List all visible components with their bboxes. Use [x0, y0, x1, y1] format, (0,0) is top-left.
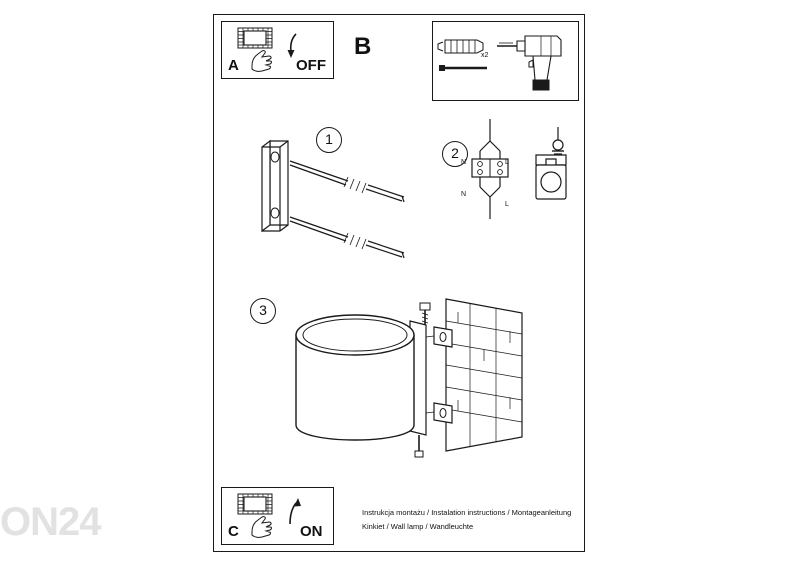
panel-b-letter: B	[354, 33, 372, 60]
panel-b	[432, 21, 579, 101]
step-1-number: 1	[316, 127, 342, 153]
step-2-diagram	[454, 115, 584, 245]
step-3-number: 3	[250, 298, 276, 324]
panel-a-letter: A	[228, 57, 239, 74]
watermark-on24: ON24	[0, 500, 101, 544]
screw-icon	[439, 65, 487, 71]
panel-a	[221, 21, 334, 79]
terminal-label-l-bottom: L	[505, 201, 509, 208]
panel-a-state-label: OFF	[296, 57, 326, 74]
step-3-diagram	[274, 285, 574, 485]
instruction-sheet	[213, 14, 585, 552]
wall-plug-icon	[438, 40, 483, 53]
panel-b-quantity: x2	[481, 52, 489, 59]
terminal-label-l-top: L	[505, 159, 509, 166]
caption-line-1: Instrukcja montażu / Instalation instructions / Montageanleitung	[362, 508, 572, 517]
caption-line-2: Kinkiet / Wall lamp / Wandleuchte	[362, 522, 474, 531]
step-2-number: 2	[442, 141, 468, 167]
panel-c-letter: C	[228, 523, 239, 540]
bottom-screw-icon	[415, 435, 423, 457]
panel-c	[221, 487, 334, 545]
terminal-label-n-top: N	[461, 159, 467, 166]
panel-b-icons	[433, 22, 578, 100]
panel-c-state-label: ON	[300, 523, 323, 540]
terminal-label-n-bottom: N	[461, 191, 467, 198]
drill-icon	[497, 36, 561, 90]
top-screw-icon	[420, 303, 430, 325]
step-1-diagram	[244, 125, 434, 270]
